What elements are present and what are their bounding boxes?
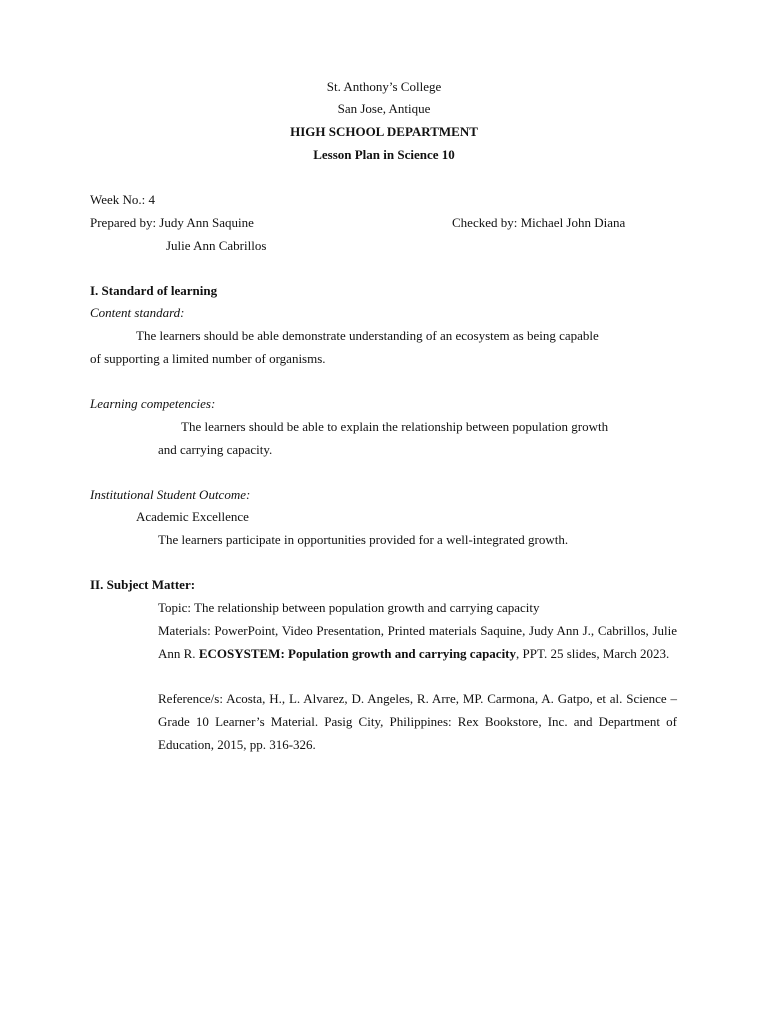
content-standard-text-line-2: of supporting a limited number of organisms. — [90, 351, 326, 366]
department-title: HIGH SCHOOL DEPARTMENT — [290, 124, 478, 139]
materials-text: Materials: PowerPoint, Video Presentation, Printed materials Saquine, Judy Ann J., Cabrillos, Julie Ann R. — [158, 623, 677, 661]
institutional-outcome-description: The learners participate in opportunities provided for a well-integrated growth. — [158, 532, 569, 547]
lesson-plan-title: Lesson Plan in Science 10 — [313, 147, 455, 162]
learning-competencies-text-line-1: The learners should be able to explain the relationship between population growth — [181, 419, 609, 434]
content-standard-text-line-1: The learners should be able demonstrate understanding of an ecosystem as being capable — [136, 328, 599, 343]
materials-title: ECOSYSTEM: Population growth and carrying capacity — [198, 645, 517, 661]
checked-by: Checked by: Michael John Diana — [452, 215, 626, 230]
learning-competencies-label: Learning competencies: — [90, 396, 216, 411]
subject-materials — [158, 620, 677, 666]
school-name: St. Anthony’s College — [326, 79, 442, 94]
content-standard-label: Content standard: — [90, 305, 185, 320]
institutional-outcome-label: Institutional Student Outcome: — [90, 487, 251, 502]
prepared-by: Prepared by: Judy Ann Saquine — [90, 215, 254, 230]
section-2-heading: II. Subject Matter: — [90, 577, 196, 592]
week-number: Week No.: 4 — [90, 192, 156, 207]
subject-topic: Topic: The relationship between population growth and carrying capacity — [158, 600, 540, 615]
learning-competencies-text-line-2: and carrying capacity. — [158, 442, 273, 457]
subject-reference: Reference/s: Acosta, H., L. Alvarez, D. Angeles, R. Arre, MP. Carmona, A. Gatpo, et al. Science – Grade 10 Learner’s Material. Pasig City, Philippines: Rex Bookstore, Inc. and Department of Education, 2015, pp. 316-326. — [158, 691, 677, 752]
section-1-heading: I. Standard of learning — [90, 283, 218, 298]
institutional-outcome-value: Academic Excellence — [136, 509, 249, 524]
materials-details: , PPT. 25 slides, March 2023. — [516, 645, 670, 661]
prepared-by-second: Julie Ann Cabrillos — [166, 238, 267, 253]
school-location: San Jose, Antique — [337, 101, 431, 116]
